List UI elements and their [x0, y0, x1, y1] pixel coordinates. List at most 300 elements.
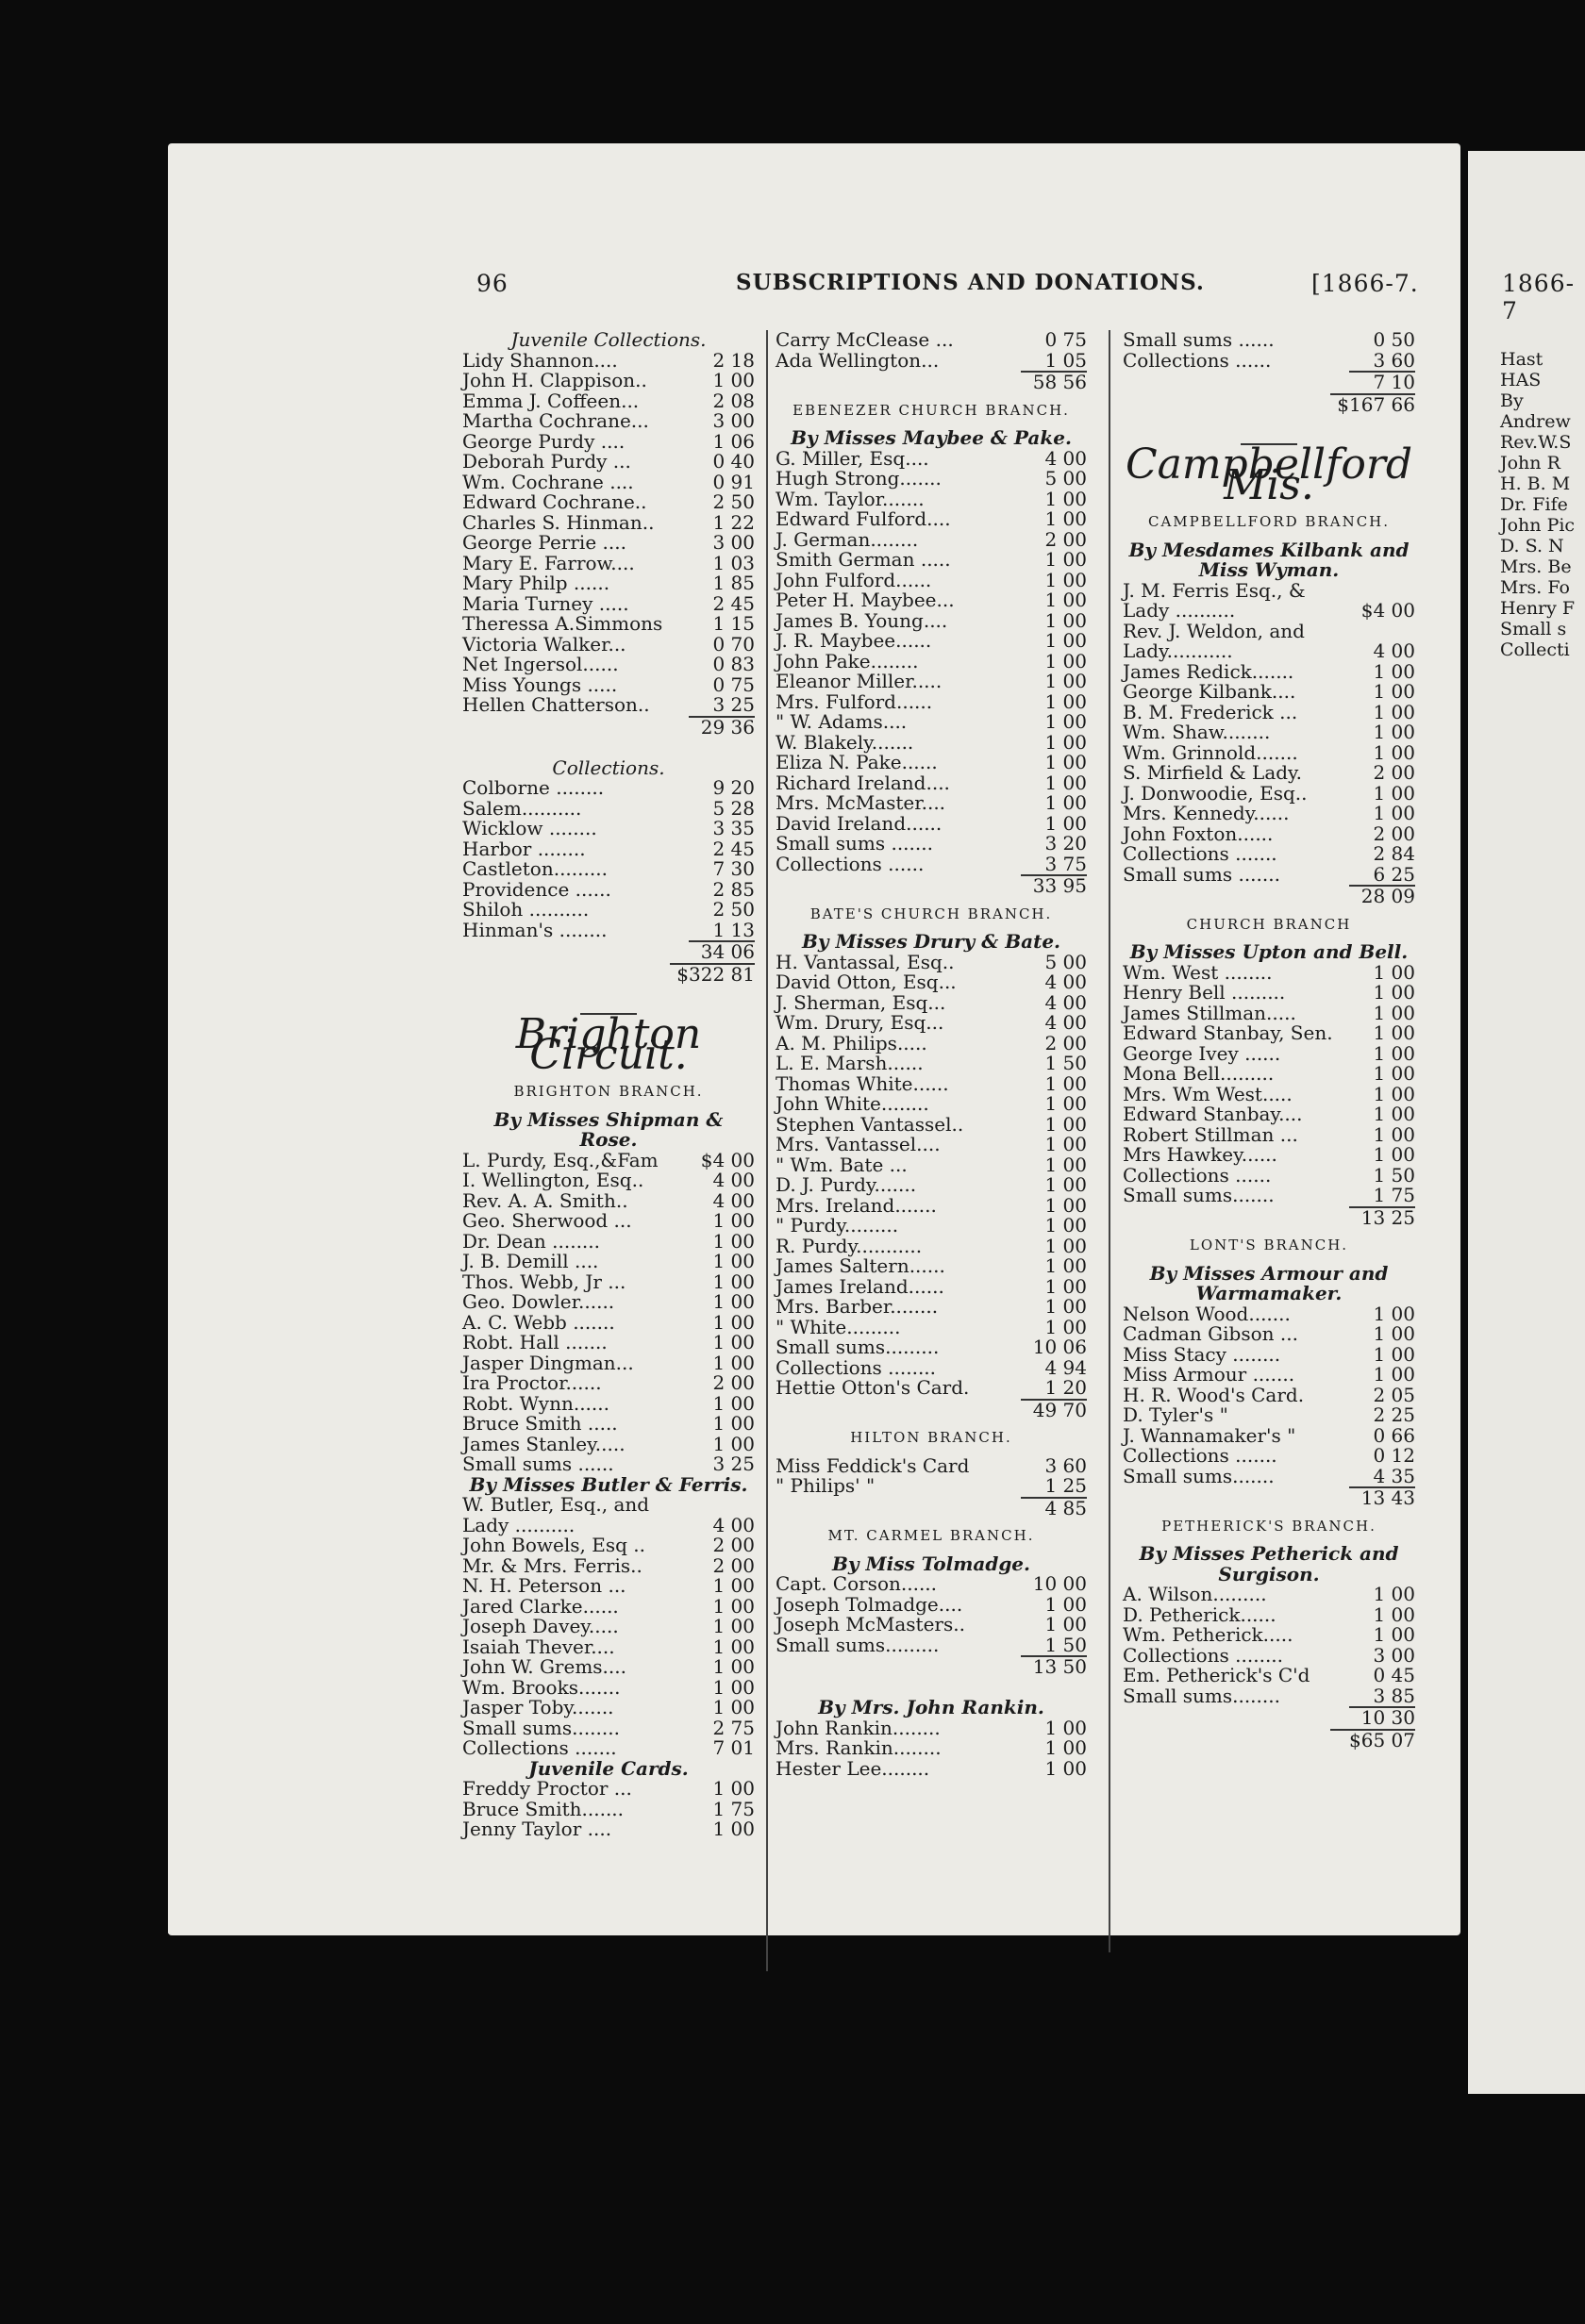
entry-name: Collections ......	[1123, 1163, 1272, 1187]
list-item	[462, 1188, 755, 1212]
entry-name: Joseph McMasters..	[776, 1613, 965, 1635]
entry-amount: 1 00	[1373, 1103, 1415, 1125]
entry-amount: 1 00	[712, 369, 755, 391]
entry-amount: 1 00	[712, 1391, 755, 1415]
subtotal	[1123, 1486, 1415, 1509]
entry-amount: 2 00	[1373, 761, 1415, 784]
entry-name: Jenny Taylor ....	[462, 1818, 612, 1840]
entry-name: J. M. Ferris Esq., &	[1123, 578, 1306, 602]
entry-name: Lady ..........	[462, 1513, 576, 1536]
entry-name: Carry McClease ...	[776, 328, 954, 351]
list-item	[462, 1373, 755, 1394]
list-item	[776, 1193, 1087, 1217]
list-item	[462, 1454, 755, 1475]
list-item	[462, 778, 755, 799]
subtotal-value: 28 09	[1349, 885, 1415, 907]
list-item	[462, 1513, 755, 1536]
entry-amount: 1 00	[1044, 1214, 1087, 1237]
entry-amount: 1 00	[1373, 802, 1415, 824]
list-item	[776, 1574, 1087, 1595]
entry-name: John Pake........	[776, 649, 919, 672]
entry-name: Small sums ......	[1123, 328, 1275, 351]
list-item	[776, 1175, 1087, 1196]
entry-name: Mrs. Vantassel....	[776, 1133, 941, 1155]
list-item	[462, 1333, 755, 1353]
list-item	[1123, 1342, 1415, 1366]
entry-name: Lady...........	[1123, 639, 1233, 662]
entry-amount: 2 00	[1373, 822, 1415, 845]
entry-amount: 1 00	[712, 1675, 755, 1699]
entry-name: " Purdy.........	[776, 1214, 899, 1237]
column-rule	[1109, 330, 1110, 1952]
next-page-line: Dr. Fife	[1500, 494, 1568, 515]
branch-heading: BRIGHTON BRANCH.	[513, 1083, 704, 1100]
column-1	[462, 330, 755, 1840]
entry-name: Collections ........	[1123, 1643, 1284, 1667]
mission-title: Campbellford Mis.	[1125, 440, 1413, 509]
list-item	[462, 533, 755, 554]
entry-amount: 1 00	[712, 1229, 755, 1253]
collectors-heading: By Misses Shipman & Rose.	[493, 1107, 724, 1151]
next-page-text	[1500, 349, 1575, 660]
list-item	[776, 1297, 1087, 1318]
entry-amount: 1 00	[712, 1270, 755, 1293]
entry-name: Geo. Sherwood ...	[462, 1209, 632, 1232]
entry-name: George Kilbank....	[1123, 680, 1296, 703]
entry-name: Miss Stacy ........	[1123, 1342, 1281, 1366]
list-item	[776, 990, 1087, 1014]
entry-name: Cadman Gibson ...	[1123, 1322, 1298, 1345]
entry-name: Collections .......	[1123, 842, 1277, 865]
subtotal-value: 13 43	[1349, 1486, 1415, 1509]
entry-name: Mary E. Farrow....	[462, 551, 635, 574]
entry-name: Rev. J. Weldon, and	[1123, 619, 1305, 642]
entry-amount: 3 85	[1373, 1684, 1415, 1707]
collectors-heading: By Misses Maybee & Pake.	[791, 426, 1072, 449]
entry-name: A. Wilson.........	[1123, 1583, 1267, 1605]
entry-amount: 1 00	[1044, 548, 1087, 571]
entry-name: Charles S. Hinman..	[462, 510, 655, 534]
list-item	[776, 753, 1087, 773]
subtotal	[1123, 885, 1415, 907]
entry-name: Edward Cochrane..	[462, 490, 647, 513]
list-item	[776, 509, 1087, 530]
entry-name: W. Butler, Esq., and	[462, 1493, 650, 1516]
list-item	[776, 1756, 1087, 1780]
list-item	[462, 1414, 755, 1435]
section-heading: Juvenile Collections.	[510, 328, 707, 351]
entry-name: Small sums .......	[776, 832, 933, 855]
list-item	[776, 1216, 1087, 1237]
entry-name: Colborne ........	[462, 776, 605, 799]
list-item	[1123, 1405, 1415, 1426]
entry-amount: 2 50	[712, 898, 755, 921]
list-item	[1123, 1446, 1415, 1467]
list-item	[462, 1576, 755, 1597]
entry-amount: 1 85	[712, 572, 755, 594]
entry-amount: 1 00	[1044, 629, 1087, 652]
entry-amount: 1 00	[1044, 710, 1087, 733]
list-item	[462, 1391, 755, 1415]
list-item	[462, 573, 755, 594]
list-item	[776, 1155, 1087, 1176]
entry-amount: 5 00	[1044, 950, 1087, 973]
list-item	[776, 487, 1087, 510]
list-item	[1123, 1383, 1415, 1406]
entry-amount: 3 00	[712, 409, 755, 432]
entry-amount: 1 00	[1373, 1602, 1415, 1626]
list-item	[776, 348, 1087, 372]
entry-name: Mrs. Wm West.....	[1123, 1082, 1293, 1105]
list-item	[462, 1779, 755, 1800]
entry-amount: 0 75	[712, 672, 755, 696]
entry-name: John Foxton......	[1123, 822, 1274, 845]
entry-name: James Redick.......	[1123, 659, 1294, 683]
list-item	[462, 411, 755, 432]
list-item	[462, 655, 755, 675]
list-item	[776, 527, 1087, 551]
list-item	[776, 649, 1087, 672]
entry-amount: 1 00	[1044, 507, 1087, 530]
entry-amount: 2 75	[712, 1716, 755, 1739]
entry-name: James Stillman.....	[1123, 1001, 1296, 1024]
entry-name: Small sums.......	[1123, 1184, 1275, 1206]
page-title: SUBSCRIPTIONS AND DONATIONS.	[736, 270, 1205, 295]
entry-amount: 1 00	[1044, 1234, 1087, 1257]
next-page-header: 1866-7	[1502, 270, 1576, 324]
list-item	[462, 632, 755, 656]
entry-name: J. Wannamaker's "	[1123, 1423, 1296, 1447]
list-item	[1123, 844, 1415, 865]
list-item	[462, 1594, 755, 1618]
list-item	[776, 1135, 1087, 1155]
entry-amount: 1 00	[1373, 1062, 1415, 1085]
entry-amount: 1 00	[1373, 1363, 1415, 1386]
entry-name: J. German........	[776, 527, 919, 551]
entry-name: John Rankin........	[776, 1716, 941, 1739]
branch-heading: BATE'S CHURCH BRANCH.	[809, 905, 1053, 922]
entry-name: " White.........	[776, 1315, 901, 1338]
entry-amount: 0 66	[1373, 1423, 1415, 1447]
entry-amount: 1 05	[1044, 348, 1087, 372]
entry-name: Em. Petherick's C'd	[1123, 1664, 1310, 1686]
subtotal-value: 29 36	[689, 716, 755, 739]
entry-amount: 10 00	[1032, 1572, 1087, 1595]
branch-heading: CAMPBELLFORD BRANCH.	[1147, 513, 1391, 530]
list-item	[462, 1495, 755, 1516]
entry-name: Hettie Otton's Card.	[776, 1376, 970, 1399]
entry-name: James Stanley.....	[462, 1432, 626, 1455]
list-item	[776, 631, 1087, 652]
entry-amount: 1 00	[712, 1310, 755, 1334]
entry-amount: 2 85	[712, 877, 755, 901]
subtotal-value: 10 30	[1349, 1706, 1415, 1729]
entry-amount: 2 00	[712, 1371, 755, 1394]
entry-amount: 3 60	[1044, 1453, 1087, 1477]
list-item	[462, 839, 755, 860]
entry-amount: 2 00	[1044, 1031, 1087, 1054]
list-item	[1123, 1145, 1415, 1166]
entry-amount: 1 15	[712, 612, 755, 635]
entry-amount: 2 25	[1373, 1403, 1415, 1426]
entry-amount: 0 45	[1373, 1664, 1415, 1686]
entry-amount: 4 00	[1044, 990, 1087, 1014]
list-item	[776, 550, 1087, 571]
entry-amount: 1 00	[1044, 730, 1087, 754]
entry-amount: 1 00	[1373, 1122, 1415, 1146]
list-item	[776, 672, 1087, 692]
entry-name: Stephen Vantassel..	[776, 1112, 964, 1136]
subtotal	[1123, 1206, 1415, 1229]
entry-name: Capt. Corson......	[776, 1572, 938, 1595]
list-item	[462, 695, 755, 716]
list-item	[776, 1718, 1087, 1739]
list-item	[776, 1635, 1087, 1656]
entry-amount: 1 00	[712, 1777, 755, 1800]
entry-name: Isaiah Thever....	[462, 1635, 615, 1658]
entry-name: H. R. Wood's Card.	[1123, 1383, 1305, 1406]
entry-name: Miss Youngs .....	[462, 672, 618, 696]
entry-name: " Wm. Bate ...	[776, 1153, 908, 1176]
entry-name: Victoria Walker...	[462, 632, 626, 656]
page-year: [1866-7.	[1311, 270, 1419, 297]
entry-name: A. M. Philips.....	[776, 1031, 927, 1054]
subtotal-value: 13 50	[1021, 1655, 1087, 1678]
entry-name: Wm. Drury, Esq...	[776, 1011, 944, 1034]
entry-amount: 1 00	[1373, 1342, 1415, 1366]
subtotal	[776, 1655, 1087, 1678]
next-page-line: H. B. M	[1500, 473, 1571, 494]
entry-amount: 3 00	[712, 531, 755, 554]
entry-amount: 0 40	[712, 450, 755, 473]
list-item	[462, 1718, 755, 1739]
entry-name: Collections ......	[776, 852, 925, 875]
entry-amount: 1 00	[712, 1615, 755, 1637]
list-item	[776, 1071, 1087, 1095]
list-item	[776, 712, 1087, 733]
column-rule	[766, 330, 768, 1971]
list-item	[1123, 601, 1415, 622]
entry-amount: 0 70	[712, 632, 755, 656]
collectors-heading: By Misses Butler & Ferris.	[469, 1472, 748, 1496]
list-item	[1123, 740, 1415, 764]
list-item	[462, 391, 755, 412]
entry-amount: 1 00	[1044, 1736, 1087, 1759]
entry-name: Joseph Tolmadge....	[776, 1592, 963, 1616]
entry-amount: 3 25	[712, 693, 755, 716]
list-item	[1123, 1163, 1415, 1187]
entry-name: Geo. Dowler......	[462, 1290, 615, 1313]
entry-name: D. Petherick......	[1123, 1602, 1276, 1626]
entry-name: Salem..........	[462, 796, 582, 820]
entry-amount: 1 00	[1373, 1021, 1415, 1044]
entry-name: George Purdy ....	[462, 429, 626, 453]
entry-name: Castleton.........	[462, 857, 608, 880]
list-item	[776, 811, 1087, 835]
entry-amount: $4 00	[1360, 599, 1415, 622]
list-item	[462, 348, 755, 372]
entry-name: David Otton, Esq...	[776, 971, 957, 993]
list-item	[1123, 1643, 1415, 1667]
entry-amount: 1 00	[1373, 1322, 1415, 1345]
entry-amount: 1 00	[712, 1209, 755, 1232]
entry-name: I. Wellington, Esq..	[462, 1169, 644, 1191]
subtotal-value: 13 25	[1349, 1206, 1415, 1229]
entry-amount: 1 00	[712, 1432, 755, 1455]
list-item	[462, 1553, 755, 1577]
entry-name: Miss Armour .......	[1123, 1363, 1295, 1386]
entry-name: Wm. West ........	[1123, 960, 1273, 984]
entry-name: Richard Ireland....	[776, 771, 950, 794]
entry-amount	[689, 1495, 755, 1516]
subtotal	[462, 716, 755, 739]
entry-amount: 4 94	[1044, 1355, 1087, 1379]
entry-amount: 1 00	[712, 1818, 755, 1840]
list-item	[1123, 1585, 1415, 1605]
list-item	[462, 1292, 755, 1313]
entry-amount: 1 00	[1373, 721, 1415, 743]
branch-heading: CHURCH BRANCH	[1186, 915, 1352, 933]
entry-amount: 4 00	[1044, 446, 1087, 470]
entry-name: Mary Philp ......	[462, 572, 610, 594]
subtotal	[462, 940, 755, 963]
entry-name: Wm. Petherick.....	[1123, 1623, 1293, 1646]
subtotal	[776, 1497, 1087, 1519]
entry-amount: 10 06	[1032, 1336, 1087, 1358]
entry-amount: 3 35	[712, 817, 755, 839]
entry-amount: 1 00	[1044, 589, 1087, 611]
list-item	[1123, 1423, 1415, 1447]
entry-amount: 9 20	[712, 776, 755, 799]
entry-amount: 2 45	[712, 591, 755, 615]
entry-amount: 2 84	[1373, 842, 1415, 865]
entry-amount	[1349, 622, 1415, 642]
entry-name: Lidy Shannon....	[462, 348, 618, 372]
entry-name: " Philips' "	[776, 1474, 876, 1497]
entry-name: Mrs. Kennedy......	[1123, 802, 1290, 824]
entry-amount: 0 83	[712, 653, 755, 675]
collectors-heading: By Mrs. John Rankin.	[818, 1696, 1044, 1718]
entry-name: J. B. Demill ....	[462, 1250, 599, 1272]
list-item	[1123, 763, 1415, 784]
entry-name: Jasper Dingman...	[462, 1351, 634, 1374]
entry-amount: 2 00	[1044, 527, 1087, 551]
list-item	[1123, 804, 1415, 824]
subtotal	[1123, 393, 1415, 416]
entry-amount: 6 25	[1373, 862, 1415, 886]
next-page-line: Mrs. Be	[1500, 556, 1572, 577]
entry-name: Harbor ........	[462, 837, 586, 860]
entry-name: Mr. & Mrs. Ferris..	[462, 1553, 642, 1577]
subtotal	[1123, 371, 1415, 393]
list-item	[462, 1229, 755, 1253]
subtotal	[776, 874, 1087, 897]
entry-name: Joseph Davey.....	[462, 1615, 619, 1637]
list-item	[776, 1337, 1087, 1358]
entry-amount: 1 00	[1044, 568, 1087, 591]
next-page-line: HAS	[1500, 370, 1542, 390]
entry-amount: 1 00	[1044, 1133, 1087, 1155]
entry-amount: 1 00	[712, 1290, 755, 1313]
entry-name: N. H. Peterson ...	[462, 1574, 626, 1597]
entry-name: L. Purdy, Esq.,&Fam	[462, 1148, 659, 1171]
entry-amount: 1 00	[1373, 1583, 1415, 1605]
list-item	[776, 330, 1087, 351]
entry-amount: 1 00	[1044, 811, 1087, 835]
next-page-line: John Pic	[1500, 515, 1576, 536]
list-item	[462, 796, 755, 820]
spacer	[462, 738, 755, 758]
entry-amount: 4 00	[712, 1188, 755, 1212]
list-item	[776, 1013, 1087, 1034]
entry-name: Peter H. Maybee...	[776, 589, 955, 611]
entry-name: B. M. Frederick ...	[1123, 700, 1298, 723]
list-item	[462, 877, 755, 901]
entry-amount: 1 00	[712, 1594, 755, 1618]
entry-amount: 1 50	[1044, 1633, 1087, 1656]
next-page-line: Henry F	[1500, 598, 1576, 619]
list-item	[776, 568, 1087, 591]
entry-name: Mona Bell.........	[1123, 1062, 1275, 1085]
entry-amount: 0 50	[1373, 328, 1415, 351]
list-item	[776, 689, 1087, 713]
list-item	[1123, 960, 1415, 984]
list-item	[1123, 700, 1415, 723]
entry-amount: 4 00	[712, 1169, 755, 1191]
entry-name: G. Miller, Esq....	[776, 446, 929, 470]
entry-name: Small sums ......	[462, 1452, 614, 1475]
entry-name: Emma J. Coffeen...	[462, 389, 640, 412]
entry-name: Small sums.........	[776, 1633, 940, 1656]
subtotal-value: $167 66	[1330, 393, 1415, 416]
list-item	[776, 469, 1087, 490]
entry-name: John Fulford......	[776, 568, 932, 591]
entry-amount: 1 50	[1044, 1052, 1087, 1074]
next-page-line: Andrew	[1500, 411, 1571, 432]
entry-amount: 1 00	[1044, 751, 1087, 773]
list-item	[462, 1657, 755, 1678]
entry-amount: 1 00	[1373, 1001, 1415, 1024]
subtotal-value: 34 06	[689, 940, 755, 963]
entry-amount: 1 00	[1044, 1112, 1087, 1136]
entry-amount: 1 22	[712, 510, 755, 534]
list-item	[462, 1170, 755, 1191]
entry-amount: 1 75	[1373, 1184, 1415, 1206]
entry-amount: 1 00	[1044, 771, 1087, 794]
list-item	[776, 446, 1087, 470]
collectors-heading: By Mesdames Kilbank and Miss Wyman.	[1128, 538, 1410, 581]
entry-name: Smith German .....	[776, 548, 951, 571]
entry-amount	[1349, 581, 1415, 602]
list-item	[776, 1112, 1087, 1136]
list-item	[1123, 1324, 1415, 1345]
entry-amount: 4 00	[712, 1513, 755, 1536]
list-item	[776, 972, 1087, 993]
entry-amount: 1 03	[712, 551, 755, 574]
entry-name: Maria Turney .....	[462, 591, 629, 615]
circuit-title: Brighton Circuit.	[515, 1010, 702, 1079]
list-item	[462, 1698, 755, 1718]
list-item	[1123, 682, 1415, 703]
entry-name: John W. Grems....	[462, 1655, 626, 1678]
list-item	[776, 1094, 1087, 1115]
entry-amount: 2 00	[712, 1534, 755, 1556]
entry-amount: 1 00	[1044, 649, 1087, 672]
entry-name: Ira Proctor......	[462, 1371, 602, 1394]
entry-amount: 1 00	[1373, 1143, 1415, 1166]
entry-name: Small sums........	[462, 1716, 620, 1739]
branch-heading: HILTON BRANCH.	[850, 1429, 1012, 1446]
